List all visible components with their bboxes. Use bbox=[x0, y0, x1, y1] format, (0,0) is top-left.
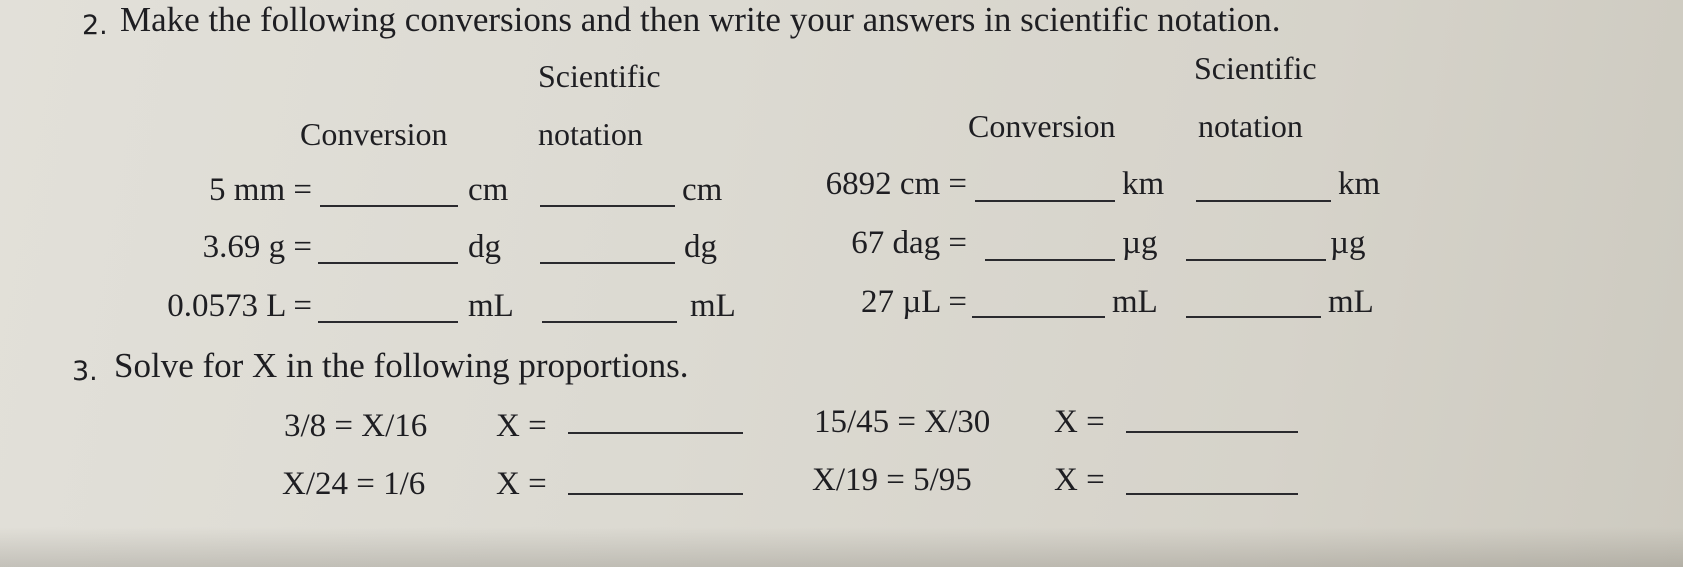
right-scientific-header: Scientific bbox=[1194, 50, 1317, 86]
right-notation-header: notation bbox=[1198, 108, 1303, 144]
left-row-2-conversion-blank[interactable] bbox=[318, 262, 458, 264]
proportion-1-equation: 3/8 = X/16 bbox=[284, 408, 428, 444]
proportion-1-x-label: X = bbox=[496, 408, 547, 444]
right-row-1-conversion-blank[interactable] bbox=[975, 200, 1115, 202]
left-row-1-unit: cm bbox=[468, 172, 509, 208]
proportion-3-answer-blank[interactable] bbox=[1126, 431, 1298, 433]
question-3-number: 3. bbox=[72, 356, 98, 387]
left-row-3-expression: 0.0573 L = bbox=[167, 288, 312, 324]
page-bottom-shadow bbox=[0, 527, 1683, 567]
proportion-1-answer-blank[interactable] bbox=[568, 432, 743, 434]
left-row-3-unit: mL bbox=[468, 288, 514, 324]
right-row-3-unit: mL bbox=[1112, 284, 1158, 320]
left-row-2-sci-blank[interactable] bbox=[540, 262, 675, 264]
right-row-1-unit: km bbox=[1122, 166, 1165, 202]
proportion-2-equation: X/24 = 1/6 bbox=[282, 466, 426, 502]
proportion-3-x-label: X = bbox=[1054, 404, 1105, 440]
proportion-4-equation: X/19 = 5/95 bbox=[812, 462, 972, 498]
left-row-2-unit: dg bbox=[468, 229, 501, 265]
left-notation-header: notation bbox=[538, 116, 643, 152]
proportion-2-answer-blank[interactable] bbox=[568, 493, 743, 495]
left-row-3-conversion-blank[interactable] bbox=[318, 321, 458, 323]
right-row-2-conversion-blank[interactable] bbox=[985, 259, 1115, 261]
right-row-1-expression: 6892 cm = bbox=[825, 166, 967, 202]
right-row-2-sci-unit: µg bbox=[1330, 225, 1366, 261]
left-row-3-sci-blank[interactable] bbox=[542, 321, 677, 323]
right-conversion-header: Conversion bbox=[968, 108, 1116, 144]
right-row-3-sci-blank[interactable] bbox=[1186, 316, 1321, 318]
right-row-1-sci-unit: km bbox=[1338, 166, 1381, 202]
right-row-2-expression: 67 dag = bbox=[851, 225, 967, 261]
right-row-2-unit: µg bbox=[1122, 225, 1158, 261]
question-3-text: Solve for X in the following proportions. bbox=[114, 346, 689, 385]
left-row-2-sci-unit: dg bbox=[684, 229, 717, 265]
proportion-2-x-label: X = bbox=[496, 466, 547, 502]
left-scientific-header: Scientific bbox=[538, 58, 661, 94]
left-row-3-sci-unit: mL bbox=[690, 288, 736, 324]
right-row-1-sci-blank[interactable] bbox=[1196, 200, 1331, 202]
right-row-3-conversion-blank[interactable] bbox=[972, 316, 1105, 318]
left-row-2-expression: 3.69 g = bbox=[202, 229, 312, 265]
left-row-1-sci-blank[interactable] bbox=[540, 205, 675, 207]
right-row-3-expression: 27 µL = bbox=[860, 284, 967, 320]
question-2-number: 2. bbox=[82, 10, 108, 41]
right-row-3-sci-unit: mL bbox=[1328, 284, 1374, 320]
question-2-text: Make the following conversions and then write your answers in scientific notation. bbox=[120, 0, 1281, 39]
proportion-4-x-label: X = bbox=[1054, 462, 1105, 498]
right-row-2-sci-blank[interactable] bbox=[1186, 259, 1326, 261]
left-row-1-sci-unit: cm bbox=[682, 172, 723, 208]
proportion-4-answer-blank[interactable] bbox=[1126, 493, 1298, 495]
left-conversion-header: Conversion bbox=[300, 116, 448, 152]
left-row-1-expression: 5 mm = bbox=[209, 172, 312, 208]
left-row-1-conversion-blank[interactable] bbox=[320, 205, 458, 207]
proportion-3-equation: 15/45 = X/30 bbox=[814, 404, 991, 440]
